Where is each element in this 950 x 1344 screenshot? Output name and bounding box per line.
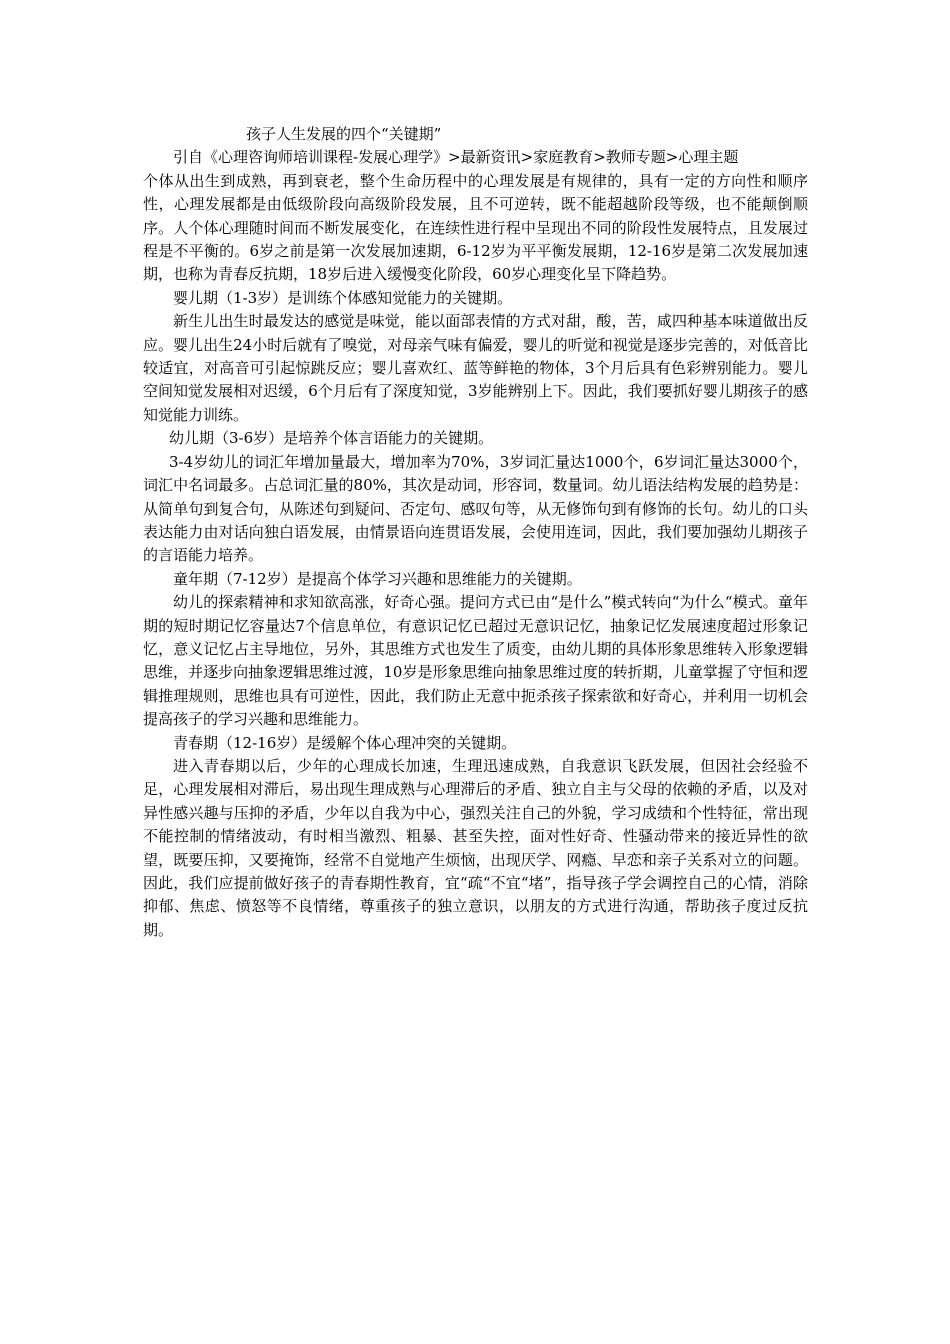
intro-paragraph: 个体从出生到成熟，再到衰老，整个生命历程中的心理发展是有规律的，具有一定的方向性和顺序性，心理发展都是由低级阶段向高级阶段发展，且不可逆转，既不能超越阶段等级，也不能颠倒顺序。人个体心理随时间而不断发展变化，在连续性进行程中呈现出不同的阶段性发展特点，且发展过程是不平衡的。6岁之前是第一次发展加速期，6-12岁为平平衡发展期，12-16岁是第二次发展加速期，也称为青春反抗期，18岁后进入缓慢变化阶段，60岁心理变化呈下降趋势。 (143, 171, 808, 284)
document-body (143, 123, 808, 942)
paragraph-adolescence: 进入青春期以后，少年的心理成长加速，生理迅速成熟，自我意识飞跃发展，但因社会经验不足，心理发展相对滞后，易出现生理成熟与心理滞后的矛盾、独立自主与父母的依赖的矛盾，以及对异性感兴趣与压抑的矛盾，少年以自我为中心，强烈关注自己的外貌，学习成绩和个性特征，常出现不能控制的情绪波动，有时相当激烈、粗暴、甚至失控，面对性好奇、性骚动带来的接近异性的欲望，既要压抑，又要掩饰，经常不自觉地产生烦恼，出现厌学、网瘾、早恋和亲子关系对立的问题。因此，我们应提前做好孩子的青春期性教育，宜“疏“不宜“堵”，指导孩子学会调控自己的心情，消除抑郁、焦虑、愤怒等不良情绪，尊重孩子的独立意识，以朋友的方式进行沟通，帮助孩子度过反抗期。 (143, 756, 808, 939)
section-heading-adolescence: 青春期（12-16岁）是缓解个体心理冲突的关键期。 (173, 733, 517, 752)
source-line: 引自《心理咨询师培训课程-发展心理学》>最新资讯>家庭教育>教师专题>心理主题 (173, 148, 739, 167)
section-heading-early-childhood: 幼儿期（3-6岁）是培养个体言语能力的关键期。 (169, 429, 494, 448)
section-heading-childhood: 童年期（7-12岁）是提高个体学习兴趣和思维能力的关键期。 (173, 569, 582, 588)
paragraph-early-childhood: 3-4岁幼儿的词汇年增加量最大，增加率为70%，3岁词汇量达1000个，6岁词汇量达3000个，词汇中名词最多。占总词汇量的80%，其次是动词，形容词，数量词。幼儿语法结构发展的趋势是：从简单句到复合句，从陈述句到疑问、否定句、感叹句等，从无修饰句到有修饰的长句。幼儿的口头表达能力由对话向独白语发展，由情景语向连贯语发展，会使用连词，因此，我们要加强幼儿期孩子的言语能力培养。 (143, 452, 808, 565)
paragraph-infancy: 新生儿出生时最发达的感觉是味觉，能以面部表情的方式对甜，酸，苦，咸四种基本味道做出反应。婴儿出生24小时后就有了嗅觉，对母亲气味有偏爱，婴儿的听觉和视觉是逐步完善的，对低音比较适宜，对高音可引起惊跳反应；婴儿喜欢红、蓝等鲜艳的物体，3个月后具有色彩辨别能力。婴儿空间知觉发展相对迟缓，6个月后有了深度知觉，3岁能辨别上下。因此，我们要抓好婴儿期孩子的感知觉能力训练。 (143, 312, 808, 424)
section-heading-infancy: 婴儿期（1-3岁）是训练个体感知觉能力的关键期。 (173, 288, 513, 307)
document-title: 孩子人生发展的四个“关键期” (246, 125, 442, 143)
paragraph-childhood: 幼儿的探索精神和求知欲高涨，好奇心强。提问方式已由“是什么”模式转向“为什么“模式。童年期的短时期记忆容量达7个信息单位，有意识记忆已超过无意识记忆，抽象记忆发展速度超过形象记忆，意义记忆占主导地位，另外，其思维方式也发生了质变，由幼儿期的具体形象思维转入形象逻辑思维，并逐步向抽象逻辑思维过渡，10岁是形象思维向抽象思维过度的转折期，儿童掌握了守恒和逻辑推理规则，思维也具有可逆性，因此，我们防止无意中扼杀孩子探索欲和好奇心，并利用一切机会提高孩子的学习兴趣和思维能力。 (143, 593, 808, 729)
